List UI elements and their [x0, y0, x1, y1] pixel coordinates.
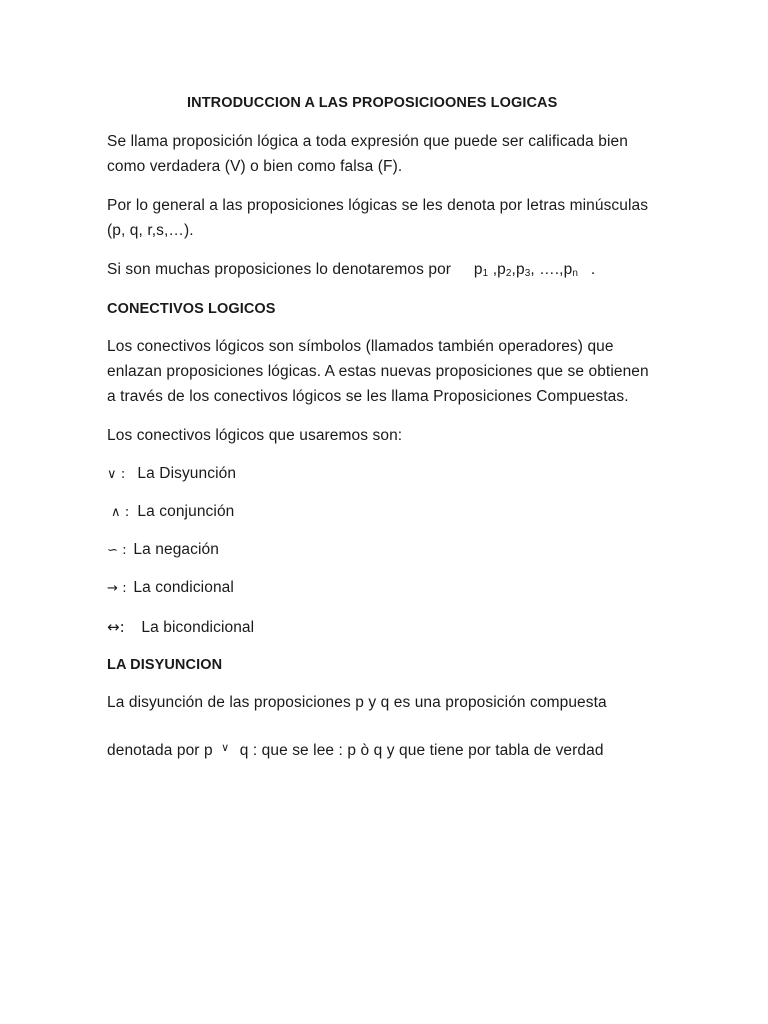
paragraph-definition-line-1: Se llama proposición lógica a toda expresión que puede ser calificada bien	[107, 133, 628, 150]
many-propositions-text: Si son muchas proposiciones lo denotaremos por	[107, 261, 452, 278]
paragraph-disyuncion-line-2	[107, 738, 604, 761]
paragraph-conectivos-list-intro: Los conectivos lógicos que usaremos son:	[107, 427, 403, 444]
conectivo-label: La negación	[133, 541, 219, 558]
negation-symbol-icon: ∽ :	[107, 543, 127, 558]
proposition-p: p	[473, 261, 483, 278]
separator-1: ,p	[488, 261, 506, 278]
denotada-text: denotada por p	[107, 742, 213, 759]
paragraph-definition-line-2: como verdadera (V) o bien como falsa (F).	[107, 158, 403, 175]
subscript-2: 2	[505, 268, 512, 279]
conectivo-conjuncion	[111, 502, 234, 523]
or-symbol-icon: ∨ :	[107, 467, 126, 482]
double-arrow-icon: ↔:	[107, 618, 125, 636]
paragraph-conectivos-line-1: Los conectivos lógicos son símbolos (llamados también operadores) que	[107, 338, 614, 355]
paragraph-conectivos-line-2: enlazan proposiciones lógicas. A estas nuevas proposiciones que se obtienen	[107, 363, 649, 380]
conectivo-condicional	[107, 578, 234, 599]
heading-conectivos-logicos: CONECTIVOS LOGICOS	[107, 301, 276, 317]
paragraph-notation-line-1: Por lo general a las proposiciones lógicas se les denota por letras minúsculas	[107, 197, 649, 214]
separator-3: , ….,p	[530, 261, 573, 278]
or-symbol-icon: ∨	[221, 741, 230, 754]
conectivo-disyuncion	[107, 464, 236, 485]
and-symbol-icon: ∧ :	[111, 505, 130, 520]
conectivo-label: La condicional	[133, 579, 234, 596]
subscript-1: 1	[482, 268, 489, 279]
se-lee-text: q : que se lee : p ò q y que tiene por tabla de verdad	[239, 742, 604, 759]
conectivo-label: La bicondicional	[141, 619, 255, 636]
right-arrow-icon: → :	[107, 581, 127, 596]
document-title: INTRODUCCION A LAS PROPOSICIOONES LOGICAS	[187, 95, 558, 111]
paragraph-notation-line-2: (p, q, r,s,…).	[107, 222, 194, 239]
heading-la-disyuncion: LA DISYUNCION	[107, 657, 223, 673]
separator-2: ,p	[511, 261, 525, 278]
paragraph-conectivos-line-3: a través de los conectivos lógicos se les llama Proposiciones Compuestas.	[107, 388, 629, 405]
paragraph-many-propositions	[107, 260, 595, 284]
subscript-n: n	[572, 268, 578, 279]
conectivo-label: La Disyunción	[137, 465, 237, 482]
conectivo-negacion	[107, 540, 219, 561]
end-period: .	[590, 261, 596, 278]
conectivo-bicondicional	[107, 617, 254, 638]
paragraph-disyuncion-line-1: La disyunción de las proposiciones p y q es una proposición compuesta	[107, 694, 607, 711]
conectivo-label: La conjunción	[137, 503, 235, 520]
subscript-3: 3	[524, 268, 531, 279]
